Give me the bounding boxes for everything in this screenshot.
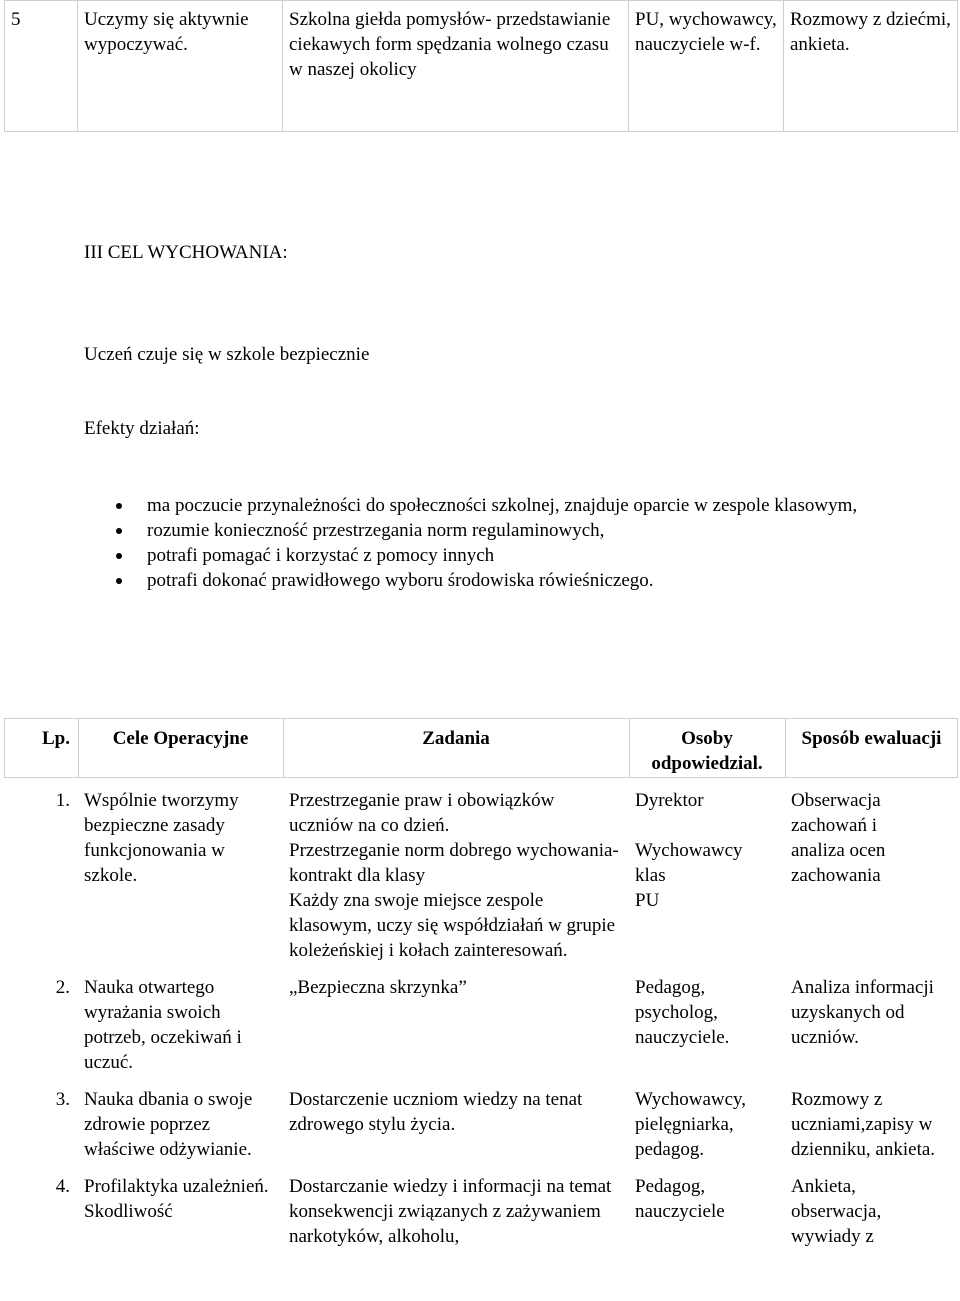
task-cell: Szkolna giełda pomysłów- przedstawianie ciekawych form spędzania wolnego czasu w naszej okolicy — [283, 1, 629, 132]
task-cell: Dostarczanie wiedzy i informacji na temat konsekwencji związanych z zażywaniem narkotyków, alkoholu, — [289, 1176, 612, 1247]
person-line: PU — [635, 890, 660, 911]
persons-cell: Pedagog, psycholog, nauczyciele. — [635, 977, 730, 1048]
goal-cell: Nauka dbania o swoje zdrowie poprzez właściwe odżywianie. — [84, 1089, 253, 1160]
goal-cell: Wspólnie tworzymy bezpieczne zasady funkcjonowania w szkole. — [84, 790, 239, 886]
goal-cell: Profilaktyka uzależnień. Skodliwość — [84, 1176, 269, 1222]
task-cell — [283, 782, 629, 969]
table-header-row — [4, 719, 958, 783]
task-cell: „Bezpieczna skrzynka” — [289, 977, 467, 998]
goals-table — [4, 718, 958, 1255]
list-item: potrafi pomagać i korzystać z pomocy innych — [116, 543, 958, 568]
table-row — [4, 782, 958, 969]
row-number: 2. — [55, 977, 70, 998]
goal-cell: Nauka otwartego wyrażania swoich potrzeb, oczekiwań i uczuć. — [84, 977, 242, 1073]
goal-cell: Uczymy się aktywnie wypoczywać. — [78, 1, 283, 132]
task-cell: Dostarczenie uczniom wiedzy na tenat zdrowego stylu życia. — [289, 1089, 583, 1135]
section-title: III CEL WYCHOWANIA: — [84, 242, 288, 263]
table-row — [4, 1081, 958, 1168]
person-line: Wychowawcy klas — [635, 840, 743, 886]
table-row — [4, 1168, 958, 1255]
persons-cell: PU, wychowawcy, nauczyciele w-f. — [629, 1, 784, 132]
task-line: Przestrzeganie norm dobrego wychowania- kontrakt dla klasy — [289, 840, 619, 886]
task-line: Przestrzeganie praw i obowiązków uczniów na co dzień. — [289, 790, 555, 836]
evaluation-cell: Rozmowy z uczniami,zapisy w dzienniku, ankieta. — [791, 1089, 936, 1160]
evaluation-cell: Rozmowy z dziećmi, ankieta. — [784, 1, 958, 132]
effects-list — [116, 493, 958, 593]
task-line: Każdy zna swoje miejsce zespole klasowym, uczy się współdziałań w grupie koleżeńskiej i kołach zainteresowań. — [289, 890, 616, 961]
persons-cell: Wychowawcy, pielęgniarka, pedagog. — [635, 1089, 747, 1160]
list-item: ma poczucie przynależności do społeczności szkolnej, znajduje oparcie w zespole klasowym, — [116, 493, 958, 518]
top-table — [4, 0, 958, 132]
evaluation-cell: Obserwacja zachowań i analiza ocen zachowania — [791, 790, 886, 886]
list-item: rozumie konieczność przestrzegania norm regulaminowych, — [116, 518, 958, 543]
row-number: 5 — [5, 1, 78, 132]
persons-cell: Pedagog, nauczyciele — [635, 1176, 725, 1222]
row-number: 3. — [55, 1089, 70, 1110]
person-line: Dyrektor — [635, 790, 704, 811]
effects-label: Efekty działań: — [84, 418, 200, 439]
header-evaluation: Sposób ewaluacji — [785, 719, 958, 783]
header-persons: Osoby odpowiedzial. — [629, 719, 785, 783]
header-goals: Cele Operacyjne — [78, 719, 283, 783]
persons-cell — [629, 782, 785, 969]
row-number: 1. — [55, 790, 70, 811]
header-lp: Lp. — [4, 719, 78, 783]
list-item: potrafi dokonać prawidłowego wyboru środowiska rówieśniczego. — [116, 568, 958, 593]
table-row — [4, 969, 958, 1081]
row-number: 4. — [55, 1176, 70, 1197]
section-subtitle: Uczeń czuje się w szkole bezpiecznie — [84, 344, 370, 365]
header-tasks: Zadania — [283, 719, 629, 783]
table-row — [5, 1, 958, 132]
evaluation-cell: Analiza informacji uzyskanych od uczniów. — [791, 977, 934, 1048]
evaluation-cell: Ankieta, obserwacja, wywiady z — [791, 1176, 882, 1247]
